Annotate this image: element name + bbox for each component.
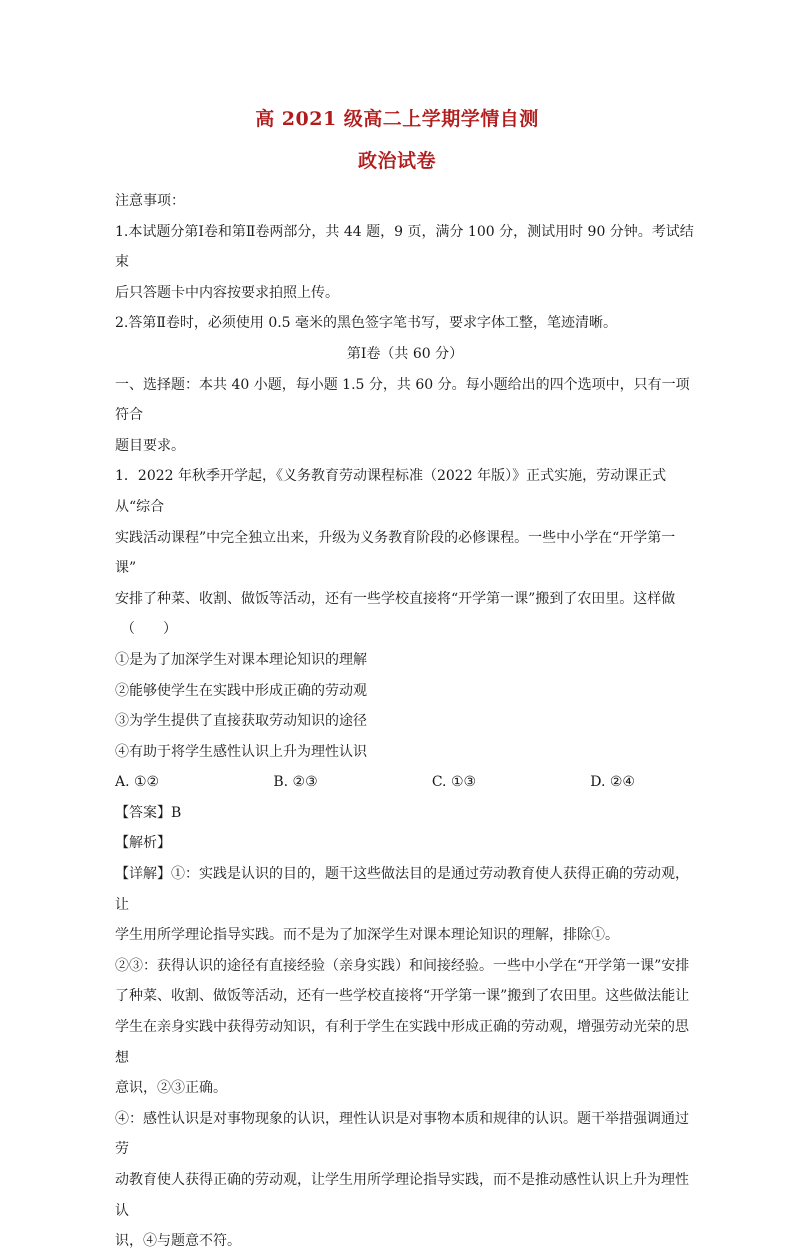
document-body	[115, 186, 695, 1257]
answer-blank: （ ）	[121, 621, 177, 638]
question-1-stem-line-3: 安排了种菜、收割、做饭等活动，还有一些学校直接将“开学第一课”搬到了农田里。这样做	[115, 590, 676, 607]
notice-item-1-line-2: 后只答题卡中内容按要求拍照上传。	[115, 284, 339, 301]
detail-line: ②③：获得认识的途径有直接经验（亲身实践）和间接经验。一些中小学在“开学第一课”安排	[115, 957, 690, 974]
answer-key: 【答案】B	[115, 804, 182, 821]
option-c: C. ①③	[431, 774, 477, 791]
detail-line: 学生在亲身实践中获得劳动知识，有利于学生在实践中形成正确的劳动观，增强劳动光荣的思想	[115, 1019, 689, 1066]
notice-item-2: 2.答第Ⅱ卷时，必须使用 0.5 毫米的黑色签字笔书写，要求字体工整，笔迹清晰。	[115, 315, 618, 332]
detail-line: 学生用所学理论指导实践。而不是为了加深学生对课本理论知识的理解，排除①。	[115, 927, 619, 944]
exam-subject-title: 政治试卷	[357, 150, 436, 172]
section-title: 第Ⅰ卷（共 60 分）	[346, 345, 464, 362]
detail-line: 识，④与题意不符。	[115, 1233, 241, 1250]
statement-3: ③为学生提供了直接获取劳动知识的途径	[115, 713, 367, 730]
detail-line: 了种菜、收割、做饭等活动，还有一些学校直接将“开学第一课”搬到了农田里。这些做法能让	[115, 988, 690, 1005]
question-1-stem-line-2: 实践活动课程”中完全独立出来，升级为义务教育阶段的必修课程。一些中小学在“开学第一课”	[115, 529, 676, 577]
answer-options	[115, 767, 635, 798]
exam-title: 高 2021 级高二上学期学情自测	[255, 108, 539, 130]
question-1-stem-line-1: 1．2022 年秋季开学起，《义务教育劳动课程标准（2022 年版）》正式实施，劳动课正式从“综合	[115, 468, 667, 515]
section-instruction-line-2: 题目要求。	[115, 437, 185, 454]
analysis-heading: 【解析】	[115, 835, 171, 852]
notice-heading: 注意事项：	[115, 193, 185, 209]
section-instruction-line-1: 一、选择题：本共 40 小题，每小题 1.5 分，共 60 分。每小题给出的四个选项中，只有一项符合	[115, 376, 690, 424]
statement-2: ②能够使学生在实践中形成正确的劳动观	[115, 682, 367, 699]
option-a: A. ①②	[115, 774, 160, 791]
notice-item-1-line-1: 1.本试题分第Ⅰ卷和第Ⅱ卷两部分，共 44 题，9 页，满分 100 分，测试用时 90 分钟。考试结束	[115, 223, 694, 271]
detail-line: 动教育使人获得正确的劳动观，让学生用所学理论指导实践，而不是推动感性认识上升为理性认	[115, 1172, 689, 1219]
detail-line: ④：感性认识是对事物现象的认识，理性认识是对事物本质和规律的认识。题干举措强调通过劳	[115, 1110, 689, 1158]
statement-1: ①是为了加深学生对课本理论知识的理解	[115, 651, 367, 668]
detail-line: 【详解】①：实践是认识的目的，题干这些做法目的是通过劳动教育使人获得正确的劳动观，让	[115, 866, 689, 913]
statement-4: ④有助于将学生感性认识上升为理性认识	[115, 743, 367, 760]
option-d: D. ②④	[590, 774, 635, 791]
option-b: B. ②③	[273, 774, 318, 791]
detail-line: 意识，②③正确。	[115, 1080, 227, 1097]
